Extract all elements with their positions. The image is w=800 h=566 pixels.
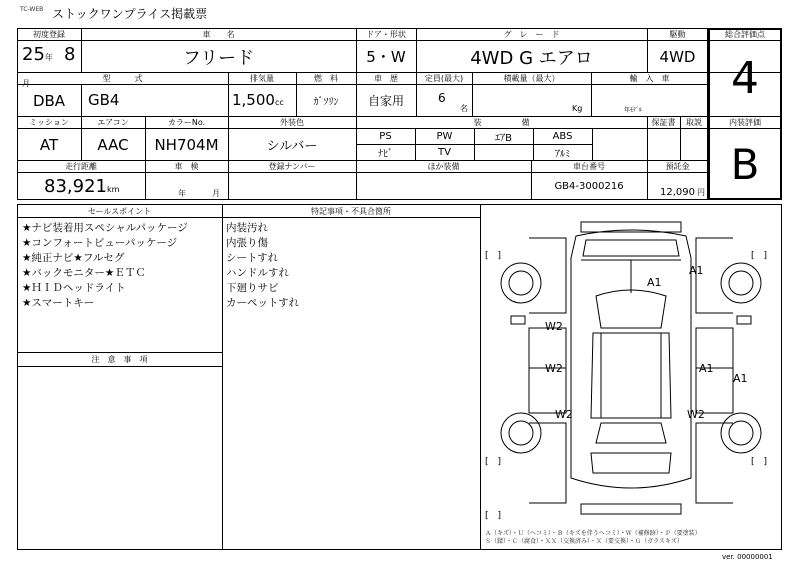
sales-point-list <box>22 221 188 311</box>
bracket-mark: [ ] <box>751 251 768 261</box>
label-door-shape: ドア・形状 <box>366 30 406 39</box>
equip-item: ｱﾙﾐ <box>555 149 570 160</box>
label-import: 輸 入 車 <box>629 74 670 83</box>
label-model: 型 式 <box>102 74 143 83</box>
damage-mark: W2 <box>687 408 705 421</box>
list-item: ハンドルすれ <box>226 267 289 279</box>
label-caution: 注 意 事 項 <box>91 355 148 364</box>
first-reg-value: 25年 $8_月$ <box>22 44 76 88</box>
label-load: 積載量（最大） <box>503 74 560 83</box>
page-title: ストックワンプライス掲載票 <box>52 7 208 21</box>
equip-item: ABS <box>552 131 573 142</box>
label-capacity: 定員(最大) <box>424 74 464 83</box>
list-item: ★ナビ装着用スペシャルパッケージ <box>22 222 188 234</box>
damage-mark: W2 <box>555 408 573 421</box>
drive-value: 4WD <box>659 47 696 66</box>
label-warranty: 保証書 <box>651 118 676 127</box>
car-name-value: フリード <box>182 47 255 69</box>
label-sales-point: セールスポイント <box>87 206 152 216</box>
damage-mark: A1 <box>733 372 748 385</box>
version: ver. 00000001 <box>722 553 773 561</box>
label-mileage: 走行距離 <box>65 162 97 171</box>
equip-item: ﾅﾋﾞ <box>378 149 393 160</box>
color-no-value: NH704M <box>154 135 219 154</box>
label-mission: ミッション <box>29 118 69 127</box>
list-item: カーペットすれ <box>226 297 300 309</box>
list-item: ★スマートキー <box>22 297 95 309</box>
equip-item <box>474 145 533 160</box>
bracket-mark: [ ] <box>485 511 502 521</box>
label-history: 車 歴 <box>374 74 398 83</box>
inspection-month-unit: 月 <box>212 189 220 198</box>
mission-value: AT <box>39 135 59 154</box>
damage-mark: A1 <box>689 264 704 277</box>
damage-mark: A1 <box>699 362 714 375</box>
list-item: シートすれ <box>226 252 279 264</box>
label-car-name: 車 名 <box>202 30 235 39</box>
label-color-no: カラーNo. <box>167 118 206 127</box>
label-first-reg: 初度登録 <box>33 30 65 39</box>
total-score-value: 4 <box>731 53 759 104</box>
list-item: 内装汚れ <box>226 222 268 234</box>
label-manual: 取説 <box>686 118 702 127</box>
interior-score-value: B <box>730 140 760 189</box>
label-aircon: エアコン <box>97 118 129 127</box>
bracket-mark: [ ] <box>485 457 502 467</box>
model-prefix-value: DBA <box>32 91 66 110</box>
damage-mark: W2 <box>545 362 563 375</box>
label-deposit: 預託金 <box>665 162 690 171</box>
label-inspection: 車 検 <box>174 162 199 171</box>
history-value: 自家用 <box>367 94 404 108</box>
label-drive: 駆動 <box>669 30 686 39</box>
legend-line: Ｓ（錆）・Ｃ（腐食）・ＸＸ（交換済み）・Ｘ（要交換）・Ｇ（ガラスキズ） <box>485 538 683 545</box>
chassis-no-value: GB4-3000216 <box>554 181 624 192</box>
label-interior-score: 内装評価 <box>729 118 761 127</box>
list-item: 下廻りサビ <box>226 282 279 294</box>
damage-mark: A1 <box>647 276 662 289</box>
aircon-value: AAC <box>97 135 129 154</box>
label-chassis-no: 車台番号 <box>573 162 605 171</box>
list-item: ★純正ナビ★フルセグ <box>22 252 125 264</box>
legend <box>485 530 779 546</box>
mileage-value: 83,921km <box>44 176 120 197</box>
equip-item: PW <box>436 131 453 142</box>
door-shape-value: 5・W <box>366 48 406 66</box>
label-total-score: 総合評価点 <box>725 30 765 39</box>
label-fuel: 燃 料 <box>314 74 338 83</box>
damage-mark: W2 <box>545 320 563 333</box>
displacement-value: 1,500cc <box>232 91 284 109</box>
label-grade: グ レ ー ド <box>503 30 560 39</box>
label-displacement: 排気量 <box>250 74 274 83</box>
fuel-value: ｶﾞｿﾘﾝ <box>313 97 339 108</box>
notes-list <box>226 221 299 311</box>
label-reg-number: 登録ナンバー <box>268 162 316 171</box>
list-item: ★ＨＩＤヘッドライト <box>22 282 126 294</box>
equip-item: TV <box>438 147 451 158</box>
bracket-mark: [ ] <box>485 251 502 261</box>
model-value: GB4 <box>88 91 120 109</box>
label-ext-color: 外装色 <box>280 118 304 127</box>
equip-item: ｴｱB <box>495 133 512 144</box>
load-unit: Kg <box>572 104 583 113</box>
list-item: ★コンフォートビューパッケージ <box>22 237 178 249</box>
label-special-notes: 特記事項・不具合箇所 <box>311 206 391 216</box>
inspection-year-unit: 年 <box>178 189 186 198</box>
import-note: 年ﾓﾃﾞﾙ <box>624 107 643 114</box>
logo: TC-WEB <box>20 6 44 13</box>
equip-item: PS <box>379 131 392 142</box>
legend-line: Ａ（キズ）・Ｕ（ヘコミ）・Ｂ（キズを伴うヘコミ）・Ｗ（補修跡）・Ｐ（要塗装） <box>485 530 701 537</box>
capacity-value: 6 名 <box>438 91 468 113</box>
bracket-mark: [ ] <box>751 457 768 467</box>
list-item: 内張り傷 <box>226 237 268 249</box>
ext-color-value: シルバー <box>266 139 318 154</box>
car-damage-diagram <box>481 218 781 530</box>
deposit-value: 12,090 円 <box>660 187 705 198</box>
grade-value: 4WD G エアロ <box>470 47 593 69</box>
label-other-equip: ほか装備 <box>427 162 460 171</box>
list-item: ★バックモニター★ＥＴＣ <box>22 267 146 279</box>
label-equip: 装 備 <box>473 118 530 127</box>
